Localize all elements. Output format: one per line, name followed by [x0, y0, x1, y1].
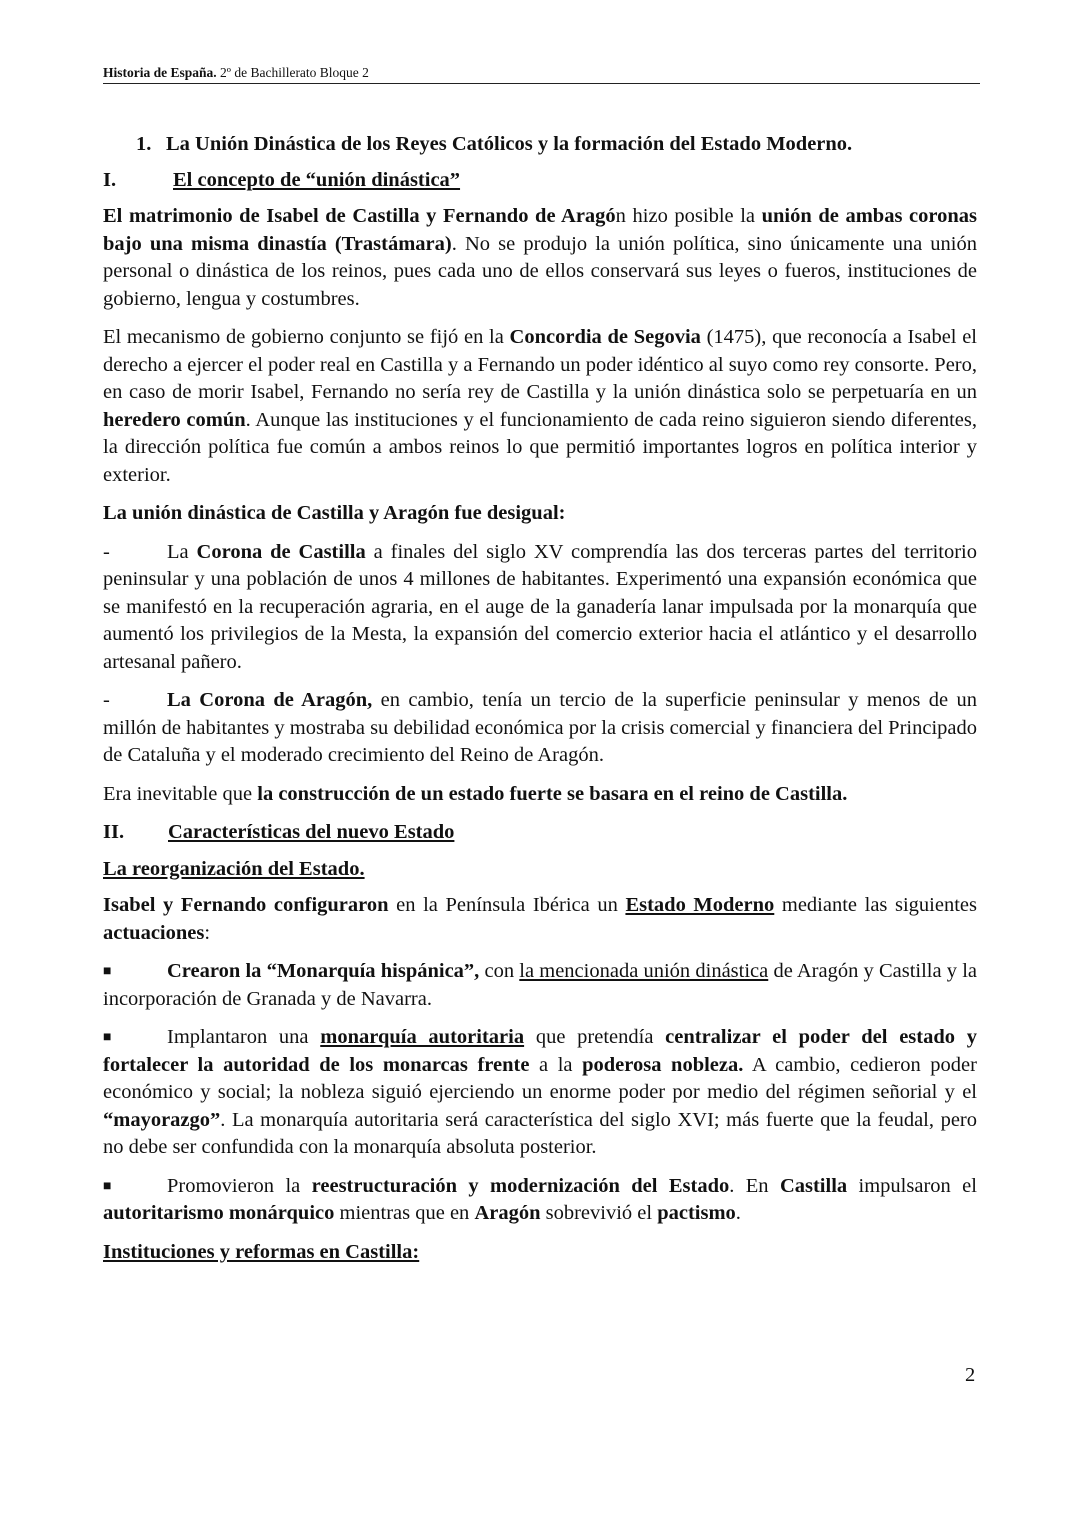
- bold-text: Isabel y Fernando configuraron: [103, 894, 389, 916]
- text: El mecanismo de gobierno conjunto se fijó en la: [103, 326, 510, 348]
- bold-text: la construcción de un estado fuerte se basara en el reino de Castilla.: [257, 782, 848, 805]
- running-header: [103, 65, 980, 84]
- paragraph: [103, 324, 977, 489]
- dash-marker: -: [103, 540, 110, 563]
- header-course: 2º de Bachillerato Bloque 2: [216, 65, 369, 80]
- text: en cambio, tenía un tercio de la superficie peninsular y menos de un millón de habitantes y mostraba su debilidad económica por la crisis comercial y financiera del Principado de Cataluña y el moderado crecimiento del Reino de Aragón.: [103, 689, 978, 766]
- section-number: 1.: [136, 133, 152, 155]
- text: Era inevitable que: [103, 782, 258, 805]
- bold-text: “mayorazgo”: [103, 1108, 221, 1131]
- text: en la Península Ibérica un: [388, 894, 626, 916]
- subsection-heading-2: [103, 819, 977, 847]
- bold-underlined-text: Estado Moderno: [625, 894, 775, 916]
- list-item: [103, 539, 977, 677]
- bullet-item: [103, 958, 977, 1013]
- paragraph: [103, 500, 977, 528]
- bold-text: poderosa nobleza.: [582, 1053, 744, 1076]
- bold-text: Concordia de Segovia: [509, 326, 701, 348]
- text: . En: [729, 1174, 780, 1197]
- section-title-text: La Unión Dinástica de los Reyes Católicos y la formación del Estado Moderno.: [166, 133, 853, 155]
- square-bullet-icon: ■: [103, 1178, 112, 1194]
- bold-text: Aragón: [474, 1202, 541, 1224]
- bold-text: Crearon la “Monarquía hispánica”,: [167, 960, 480, 982]
- bold-underlined-text: monarquía autoritaria: [320, 1026, 525, 1048]
- subsection-title: El concepto de “unión dinástica”: [173, 168, 461, 191]
- bold-text: La unión dinástica de Castilla y Aragón fue desigual:: [103, 502, 566, 524]
- bold-text: actuaciones: [103, 921, 205, 944]
- text: :: [204, 921, 211, 944]
- square-bullet-icon: ■: [103, 964, 112, 979]
- text: Promovieron la: [167, 1174, 312, 1197]
- bold-text: La Corona de Aragón,: [167, 689, 373, 711]
- dash-marker: -: [103, 689, 110, 711]
- sub-heading: [103, 856, 977, 884]
- square-bullet-icon: ■: [103, 1030, 112, 1045]
- page-number: 2: [965, 1364, 976, 1386]
- text: que pretendía: [524, 1026, 666, 1048]
- section-title: [103, 131, 977, 159]
- text: de Aragón y Castilla y la incorporación de Granada y de Navarra.: [103, 960, 978, 1010]
- text: n hizo posible la: [615, 205, 762, 227]
- bold-text: Corona de Castilla: [196, 540, 366, 563]
- list-item: [103, 687, 977, 770]
- roman-numeral: II.: [103, 821, 125, 843]
- text: a la: [529, 1053, 583, 1076]
- bullet-item: [103, 1173, 977, 1228]
- bullet-item: [103, 1024, 977, 1162]
- underlined-text: la mencionada unión dinástica: [519, 960, 769, 982]
- sub-heading-text: La reorganización del Estado.: [103, 857, 365, 880]
- sub-heading-text: Instituciones y reformas en Castilla:: [103, 1240, 420, 1263]
- text: A cambio, cedieron poder económico y social; la nobleza siguió ejerciendo un enorme poder por medio del régimen señorial y el: [103, 1053, 977, 1103]
- header-subject: Historia de España.: [103, 65, 217, 80]
- roman-numeral: I.: [103, 168, 117, 191]
- document-body: [103, 131, 977, 1275]
- text: con: [479, 960, 520, 982]
- text: a finales del siglo XV comprendía las dos terceras partes del territorio peninsular y una población de unos 4 millones de habitantes. Experimentó una expansión económica que se manifestó en la recuperación agraria, en el auge de la ganadería lanar impulsada por la monarquía que aumentó los privilegios de la Mesta, la expansión del comercio exterior hacia el atlántico y el desarrollo artesanal pañero.: [103, 540, 978, 673]
- bold-text: Castilla: [779, 1174, 848, 1197]
- bold-text: El matrimonio de Isabel de Castilla y Fernando de Aragó: [103, 205, 616, 227]
- paragraph: [103, 203, 977, 313]
- bold-text: centralizar el poder del estado y fortalecer la autoridad de los monarcas frente: [103, 1026, 977, 1076]
- bold-text: pactismo: [657, 1202, 736, 1224]
- bold-text: reestructuración y modernización del Estado: [311, 1174, 730, 1197]
- text: . Aunque las instituciones y el funcionamiento de cada reino siguieron siendo diferentes, la dirección política fue común a ambos reinos lo que permitió importantes logros en política interior y exterior.: [103, 408, 977, 486]
- text: . La monarquía autoritaria será característica del siglo XVI; más fuerte que la feudal, pero no debe ser confundida con la monarquía absoluta posterior.: [103, 1108, 977, 1158]
- paragraph: [103, 892, 977, 947]
- subsection-heading-1: [103, 167, 977, 195]
- sub-heading: [103, 1239, 977, 1267]
- bold-text: unión de ambas coronas bajo una misma dinastía (Trastámara): [103, 205, 977, 255]
- text: . No se produjo la unión política, sino únicamente una unión personal o dinástica de los reinos, pues cada uno de ellos conservará sus leyes o fueros, instituciones de gobierno, lengua y costumbres.: [103, 232, 977, 310]
- text: Implantaron una: [167, 1026, 321, 1048]
- text: mediante las siguientes: [774, 894, 977, 916]
- subsection-title: Características del nuevo Estado: [168, 821, 455, 843]
- text: sobrevivió el: [540, 1202, 658, 1224]
- text: (1475), que reconocía a Isabel el derecho a ejercer el poder real en Castilla y a Fernando un poder idéntico al suyo como rey consorte. Pero, en caso de morir Isabel, Fernando no sería rey de Castilla y la unión dinástica solo se perpetuaría en un: [103, 326, 978, 403]
- text: mientras que en: [334, 1202, 475, 1224]
- text: .: [735, 1202, 741, 1224]
- paragraph: [103, 781, 977, 809]
- text: impulsaron el: [847, 1174, 977, 1197]
- bold-text: heredero común: [103, 408, 246, 431]
- bold-text: autoritarismo monárquico: [103, 1202, 335, 1224]
- text: La: [167, 540, 197, 563]
